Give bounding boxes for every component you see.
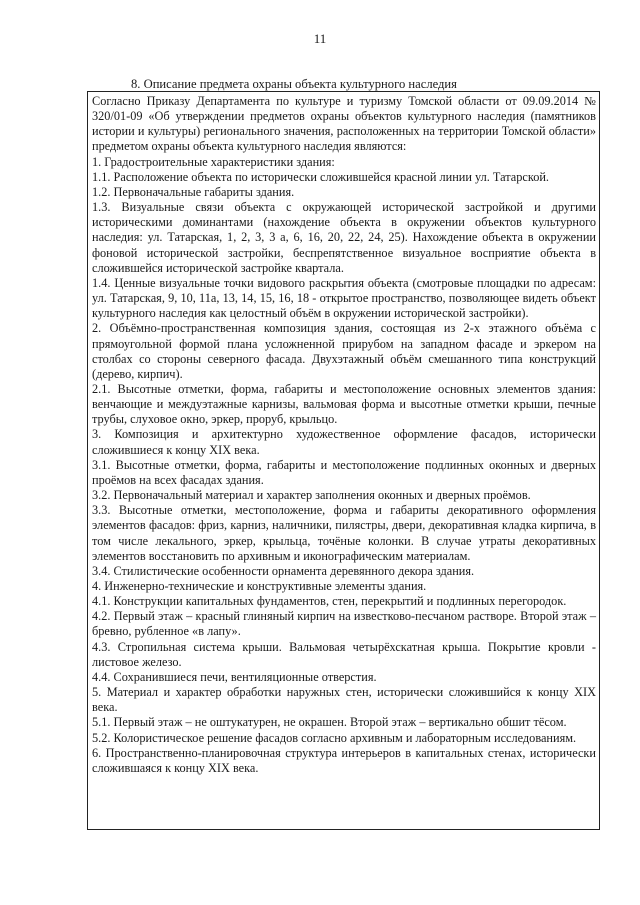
item-5: 5. Материал и характер обработки наружных стен, исторически сложившийся к концу XIX века. — [92, 685, 596, 715]
item-1-3: 1.3. Визуальные связи объекта с окружающей исторической застройкой и другими историческими доминантами (нахождение объекта в окружении объектов культурного наследия: ул. Татарская, 1, 2, 3, 3 а, 6, 16, 20, 22, 24, 25). Нахождение объекта в окружении фоновой исторической застройки, беспрепятственное визуальное восприятие объекта в сложившейся исторической застройке квартала. — [92, 200, 596, 275]
item-1-2: 1.2. Первоначальные габариты здания. — [92, 184, 295, 199]
protection-subject-box — [87, 91, 600, 830]
item-4: 4. Инженерно-технические и конструктивные элементы здания. — [92, 579, 427, 593]
item-5-2: 5.2. Колористическое решение фасадов согласно архивным и лабораторным исследованиям. — [92, 730, 577, 745]
item-3: 3. Композиция и архитектурно художественное оформление фасадов, исторически сложившиеся к концу XIX века. — [92, 427, 596, 457]
item-4-1: 4.1. Конструкции капитальных фундаментов, стен, перекрытий и подлинных перегородок. — [92, 594, 567, 609]
item-5-1: 5.1. Первый этаж – не оштукатурен, не окрашен. Второй этаж – вертикально обшит тёсом. — [92, 715, 567, 730]
item-3-2: 3.2. Первоначальный материал и характер заполнения оконных и дверных проёмов. — [92, 488, 531, 503]
item-6: 6. Пространственно-планировочная структура интерьеров в капитальных стенах, исторически сложившаяся к концу XIX века. — [92, 745, 596, 775]
item-3-1: 3.1. Высотные отметки, форма, габариты и местоположение подлинных оконных и дверных проёмов на всех фасадах здания. — [92, 457, 596, 487]
item-2: 2. Объёмно-пространственная композиция здания, состоящая из 2-х этажного объёма с прямоугольной формой плана усложненной прирубом на западном фасаде и эркером на столбах со стороны северного фасада. Двухэтажный объём смешанного типа конструкций (дерево, кирпич). — [92, 321, 596, 381]
item-1: 1. Градостроительные характеристики здания: — [92, 154, 335, 169]
item-3-4: 3.4. Стилистические особенности орнамента деревянного декора здания. — [92, 563, 475, 578]
section-title: 8. Описание предмета охраны объекта культурного наследия — [131, 77, 457, 91]
item-2-1: 2.1. Высотные отметки, форма, габариты и местоположение основных элементов здания: венчающие и междуэтажные карнизы, вальмовая форма и высотные отметки крыши, печные трубы, слуховое окно, эркер, проруб, крыльцо. — [92, 381, 596, 427]
intro-paragraph: Согласно Приказу Департамента по культуре и туризму Томской области от 09.09.2014 № 320/01-09 «Об утверждении предметов охраны объектов культурного наследия (памятников истории и культуры) регионального значения, расположенных на территории Томской области» предметом охраны объекта культурного наследия являются: — [92, 94, 596, 154]
item-1-4: 1.4. Ценные визуальные точки видового раскрытия объекта (смотровые площадки по адресам: ул. Татарская, 9, 10, 11а, 13, 14, 15, 16, 18 - открытое пространство, позволяющее видеть объект культурного наследия как целостный объём в окружении исторической застройки). — [92, 275, 596, 321]
item-3-3: 3.3. Высотные отметки, местоположение, форма и габариты декоративного оформления элементов фасадов: фриз, карниз, наличники, пилястры, двери, декоративная кладка кирпича, в том числе лекального, эркер, крыльца, точёные колонки. В случае утраты декоративных элементов восстановить по архивным и иконографическим материалам. — [92, 503, 596, 563]
item-4-4: 4.4. Сохранившиеся печи, вентиляционные отверстия. — [92, 669, 377, 684]
item-4-2: 4.2. Первый этаж – красный глиняный кирпич на известково-песчаном растворе. Второй этаж – бревно, рубленное «в лапу». — [92, 609, 596, 639]
item-4-3: 4.3. Стропильная система крыши. Вальмовая четырёхскатная крыша. Покрытие кровли - листовое железо. — [92, 639, 596, 669]
page-number: 11 — [313, 31, 327, 46]
item-1-1: 1.1. Расположение объекта по исторически сложившейся красной линии ул. Татарской. — [92, 169, 550, 184]
